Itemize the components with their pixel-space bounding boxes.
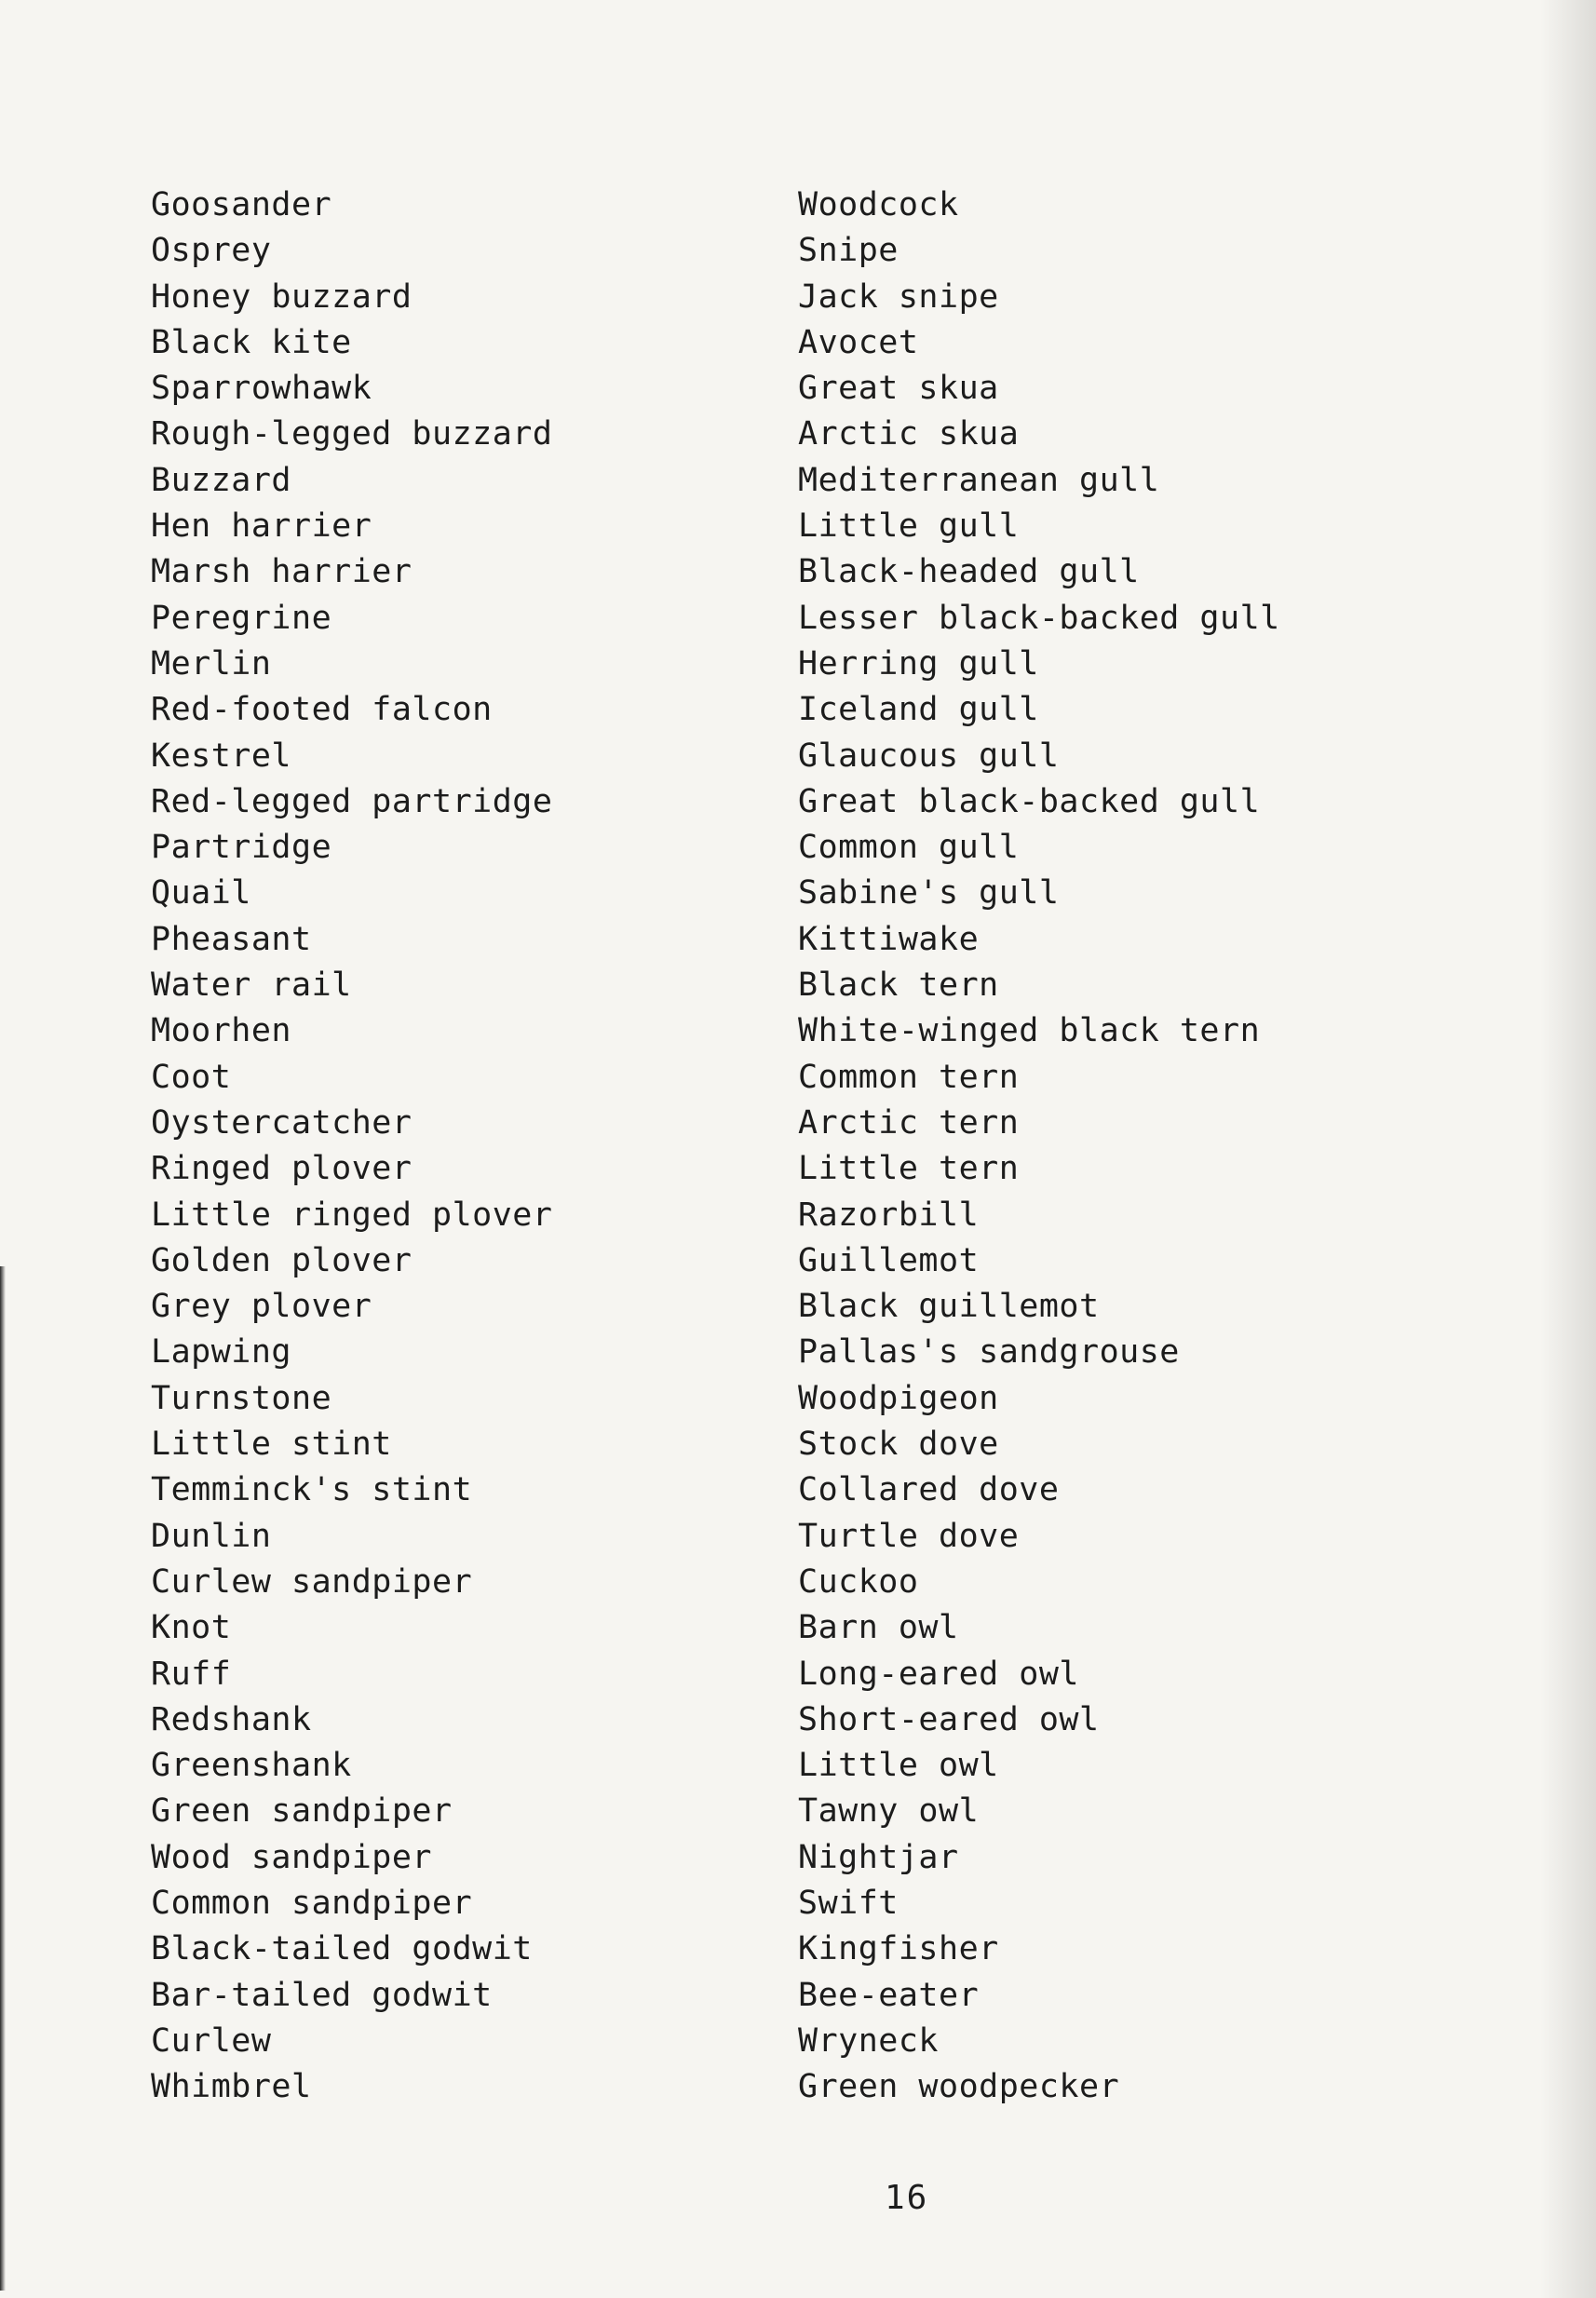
species-entry: Green woodpecker bbox=[798, 2068, 1120, 2106]
species-entry: Redshank bbox=[151, 1700, 312, 1738]
species-entry: Merlin bbox=[151, 644, 272, 683]
species-entry: Arctic tern bbox=[798, 1103, 1020, 1142]
species-entry: Little tern bbox=[798, 1150, 1020, 1188]
species-entry: Pheasant bbox=[151, 920, 312, 958]
species-entry: Turtle dove bbox=[798, 1517, 1020, 1555]
species-entry: Dunlin bbox=[151, 1517, 272, 1555]
species-entry: Cuckoo bbox=[798, 1562, 919, 1601]
species-entry: Snipe bbox=[798, 232, 899, 270]
species-entry: Common tern bbox=[798, 1058, 1020, 1096]
species-entry: Long-eared owl bbox=[798, 1655, 1080, 1693]
species-entry: Black-headed gull bbox=[798, 553, 1140, 591]
species-entry: Black tern bbox=[798, 967, 999, 1005]
species-entry: Little ringed plover bbox=[151, 1196, 553, 1234]
species-entry: Barn owl bbox=[798, 1609, 959, 1647]
species-entry: Common gull bbox=[798, 829, 1020, 867]
species-entry: Glaucous gull bbox=[798, 737, 1060, 775]
species-entry: Buzzard bbox=[151, 461, 292, 499]
species-entry: Little owl bbox=[798, 1747, 999, 1785]
species-entry: Collared dove bbox=[798, 1471, 1060, 1509]
species-entry: Bee-eater bbox=[798, 1976, 980, 2014]
species-entry: Turnstone bbox=[151, 1379, 332, 1417]
species-entry: Black-tailed godwit bbox=[151, 1930, 533, 1968]
page-edge-shadow bbox=[1540, 0, 1596, 2298]
species-entry: Sabine's gull bbox=[798, 874, 1060, 912]
species-entry: Arctic skua bbox=[798, 415, 1020, 453]
species-entry: Guillemot bbox=[798, 1241, 980, 1279]
species-entry: Grey plover bbox=[151, 1288, 372, 1326]
species-entry: Woodcock bbox=[798, 186, 959, 223]
species-entry: Swift bbox=[798, 1884, 899, 1922]
page-number: 16 bbox=[885, 2179, 929, 2217]
species-entry: Rough-legged buzzard bbox=[151, 415, 553, 453]
species-entry: Short-eared owl bbox=[798, 1700, 1100, 1738]
species-entry: Sparrowhawk bbox=[151, 370, 372, 408]
species-entry: Mediterranean gull bbox=[798, 461, 1160, 499]
species-entry: Golden plover bbox=[151, 1241, 413, 1279]
species-entry: Little stint bbox=[151, 1426, 392, 1464]
species-entry: Iceland gull bbox=[798, 691, 1039, 729]
species-entry: Peregrine bbox=[151, 599, 332, 637]
species-entry: Ruff bbox=[151, 1655, 232, 1693]
species-entry: Wood sandpiper bbox=[151, 1838, 433, 1876]
species-entry: Knot bbox=[151, 1609, 232, 1647]
species-entry: Common sandpiper bbox=[151, 1884, 473, 1922]
species-entry: Moorhen bbox=[151, 1012, 292, 1050]
species-entry: Red-legged partridge bbox=[151, 782, 553, 820]
species-entry: Greenshank bbox=[151, 1747, 352, 1785]
species-list-left bbox=[151, 182, 552, 2110]
species-entry: Woodpigeon bbox=[798, 1379, 999, 1417]
species-entry: Kestrel bbox=[151, 737, 292, 775]
species-entry: Nightjar bbox=[798, 1838, 959, 1876]
species-entry: Whimbrel bbox=[151, 2068, 312, 2106]
species-entry: Tawny owl bbox=[798, 1792, 980, 1831]
species-entry: Stock dove bbox=[798, 1426, 999, 1464]
species-entry: Partridge bbox=[151, 829, 332, 867]
species-entry: Razorbill bbox=[798, 1196, 980, 1234]
binding-edge bbox=[0, 1266, 6, 2291]
species-entry: Coot bbox=[151, 1058, 232, 1096]
species-entry: Black kite bbox=[151, 323, 352, 361]
species-entry: Kingfisher bbox=[798, 1930, 999, 1968]
species-entry: Marsh harrier bbox=[151, 553, 413, 591]
species-entry: Black guillemot bbox=[798, 1288, 1100, 1326]
species-entry: Wryneck bbox=[798, 2021, 940, 2060]
species-entry: Lesser black-backed gull bbox=[798, 599, 1280, 637]
species-entry: Green sandpiper bbox=[151, 1792, 453, 1831]
species-entry: Osprey bbox=[151, 232, 272, 270]
species-entry: Jack snipe bbox=[798, 277, 999, 316]
species-entry: Little gull bbox=[798, 507, 1020, 546]
species-entry: Avocet bbox=[798, 323, 919, 361]
species-entry: Red-footed falcon bbox=[151, 691, 493, 729]
species-entry: Pallas's sandgrouse bbox=[798, 1333, 1180, 1372]
species-entry: Hen harrier bbox=[151, 507, 372, 546]
species-entry: White-winged black tern bbox=[798, 1012, 1261, 1050]
species-entry: Curlew sandpiper bbox=[151, 1562, 473, 1601]
species-list-right bbox=[798, 182, 1280, 2110]
species-entry: Lapwing bbox=[151, 1333, 292, 1372]
species-entry: Great black-backed gull bbox=[798, 782, 1261, 820]
species-entry: Bar-tailed godwit bbox=[151, 1976, 493, 2014]
species-entry: Water rail bbox=[151, 967, 352, 1005]
species-entry: Quail bbox=[151, 874, 251, 912]
species-entry: Great skua bbox=[798, 370, 999, 408]
species-entry: Goosander bbox=[151, 186, 332, 223]
species-entry: Oystercatcher bbox=[151, 1103, 413, 1142]
species-entry: Curlew bbox=[151, 2021, 272, 2060]
species-entry: Ringed plover bbox=[151, 1150, 413, 1188]
species-entry: Herring gull bbox=[798, 644, 1039, 683]
species-entry: Kittiwake bbox=[798, 920, 980, 958]
species-entry: Honey buzzard bbox=[151, 277, 413, 316]
species-entry: Temminck's stint bbox=[151, 1471, 473, 1509]
